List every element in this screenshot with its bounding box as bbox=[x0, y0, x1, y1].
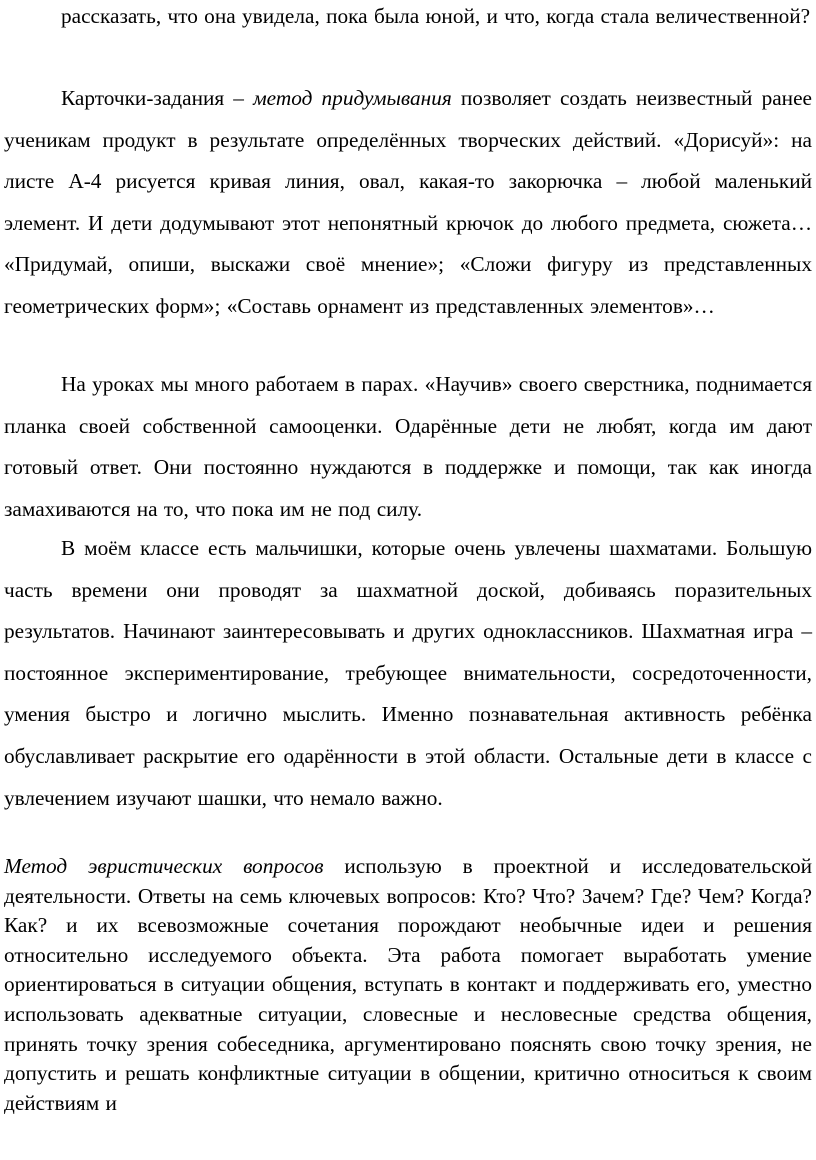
paragraph-heuristic-questions bbox=[4, 852, 812, 1118]
paragraph-continuation: рассказать, что она увидела, пока была юной, и что, когда стала величественной? bbox=[61, 4, 811, 28]
paragraph-chess: В моём классе есть мальчишки, которые очень увлечены шахматами. Большую часть времени они проводят за шахматной доской, добиваясь поразительных результатов. Начинают заинтересовывать и других одноклассников. Шахматная игра – постоянное экспериментирование, требующее внимательности, сосредоточенности, умения быстро и логично мыслить. Именно познавательная активность ребёнка обуславливает раскрытие его одарённости в этой области. Остальные дети в классе с увлечением изучают шашки, что немало важно. bbox=[4, 536, 812, 810]
method-term-heuristic: Метод эвристических вопросов bbox=[4, 854, 324, 878]
paragraph-body-text: использую в проектной и исследовательской деятельности. Ответы на семь ключевых вопросов: Кто? Что? Зачем? Где? Чем? Когда? Как? и их всевозможные сочетания порождают необычные идеи и решения относительно исследуемого объекта. Эта работа помогает выработать умение ориентироваться в ситуации общения, вступать в контакт и поддерживать его, уместно использовать адекватные ситуации, словесные и несловесные средства общения, принять точку зрения собеседника, аргументировано пояснять свою точку зрения, не допустить и решать конфликтные ситуации в общении, критично относиться к своим действиям и bbox=[4, 854, 812, 1115]
paragraph-pair-work: На уроках мы много работаем в парах. «Научив» своего сверстника, поднимается планка своей собственной самооценки. Одарённые дети не любят, когда им дают готовый ответ. Они постоянно нуждаются в поддержке и помощи, так как иногда замахиваются на то, что пока им не под силу. bbox=[4, 372, 812, 521]
paragraph-task-cards bbox=[4, 78, 812, 328]
method-term-invention: метод придумывания bbox=[253, 86, 452, 110]
paragraph-lead-text: Карточки-задания – bbox=[61, 86, 254, 110]
paragraph-body-text: позволяет создать неизвестный ранее ученикам продукт в результате определённых творческих действий. «Дорисуй»: на листе А-4 рисуется кривая линия, овал, какая-то закорючка – любой маленький элемент. И дети додумывают этот непонятный крючок до любого предмета, сюжета… «Придумай, опиши, выскажи своё мнение»; «Сложи фигуру из представленных геометрических форм»; «Составь орнамент из представленных элементов»… bbox=[4, 86, 812, 318]
